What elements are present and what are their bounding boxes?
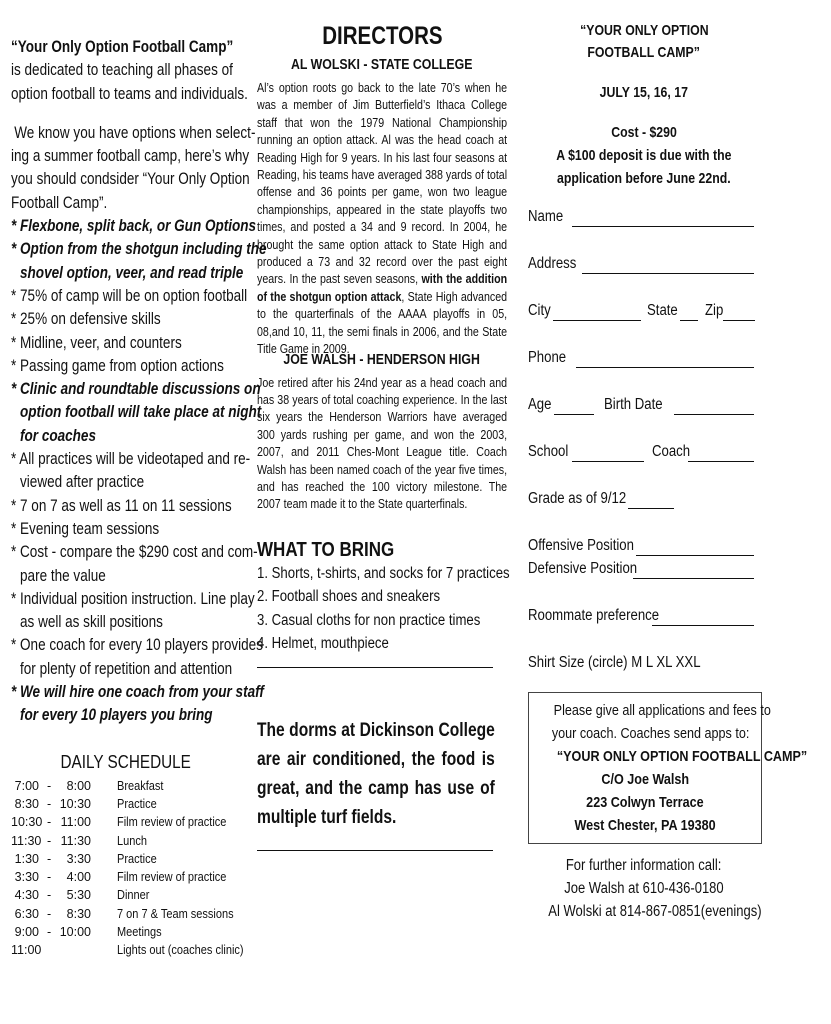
dorms-text: The dorms at Dickinson College are air conditioned, the food is great, and the camp has use of multiple turf fields.: [257, 719, 495, 828]
grade-row: [528, 490, 760, 537]
intro-line: is dedicated to teaching all phases of: [11, 61, 233, 80]
schedule-dash: -: [47, 778, 52, 793]
feature-line: as well as skill positions: [20, 613, 163, 632]
schedule-from: 9:00: [14, 924, 39, 939]
state-field[interactable]: [680, 320, 698, 321]
coach2-bio: Joe retired after his 24nd year as a head coach and has 38 years of total coaching experience. In the last six years the Henderson Warriors have averaged 300 yards rushing per game, and won the 2003, 2007, and 2011 Ches-Mont League title. Coach Walsh has been named coach of the year five times, and has reached the 100 victory milestone. The 2007 team made it to the State quarterfinals.: [257, 374, 508, 512]
right-column: [528, 20, 808, 923]
contact-joe-walsh: Joe Walsh at 610-436-0180: [564, 880, 724, 897]
box-camp-name: “YOUR ONLY OPTION FOOTBALL CAMP”: [556, 748, 808, 765]
bring-item: 3. Casual cloths for non practice times: [257, 611, 481, 629]
contact-al-wolski: Al Wolski at 814-867-0851(evenings): [548, 903, 762, 920]
school-label: School: [528, 443, 569, 460]
bring-item: 2. Football shoes and sneakers: [257, 588, 441, 606]
box-city: West Chester, PA 19380: [574, 817, 716, 834]
feature-item: [11, 378, 262, 448]
zip-label: Zip: [705, 302, 724, 319]
schedule-to: 3:30: [66, 851, 91, 866]
grade-label: Grade as of 9/12: [528, 490, 627, 507]
feature-line: * Option from the shotgun including the: [11, 240, 267, 259]
schedule-activity: 7 on 7 & Team sessions: [117, 906, 234, 921]
feature-line: * Individual position instruction. Line play: [11, 589, 255, 608]
feature-line: * Flexbone, split back, or Gun Options: [11, 217, 257, 236]
schedule-to: 5:30: [66, 888, 91, 903]
camp-name: “YOUR ONLY OPTION FOOTBALL CAMP”: [579, 22, 709, 61]
birth-date-label: Birth Date: [604, 396, 663, 413]
schedule-dash: -: [47, 870, 52, 885]
feature-item: [11, 681, 264, 728]
schedule-from: 4:30: [14, 888, 39, 903]
divider: [257, 850, 493, 851]
schedule-to: 10:30: [59, 796, 91, 811]
feature-item: [11, 518, 246, 541]
schedule-from: 7:00: [14, 778, 39, 793]
schedule-dash: -: [47, 815, 52, 830]
coach2-heading: JOE WALSH - HENDERSON HIGH: [283, 351, 481, 368]
schedule-title: DAILY SCHEDULE: [60, 751, 192, 772]
coach-label: Coach: [652, 443, 691, 460]
schedule-dash: -: [47, 906, 52, 921]
feature-item: [11, 355, 246, 378]
feature-line: * Evening team sessions: [11, 519, 160, 538]
feature-line: option football will take place at night: [20, 403, 262, 422]
schedule-dash: -: [47, 796, 52, 811]
birth-date-field[interactable]: [674, 414, 754, 415]
bring-item: 4. Helmet, mouthpiece: [257, 635, 389, 653]
feature-item: [11, 332, 246, 355]
feature-item: [11, 541, 258, 588]
shirt-size-label[interactable]: Shirt Size (circle) M L XL XXL: [528, 654, 701, 671]
defensive-position-field[interactable]: [633, 578, 754, 579]
schedule-activity: Film review of practice: [117, 815, 227, 830]
city-field[interactable]: [553, 320, 641, 321]
schedule-from: 10:30: [11, 815, 43, 830]
feature-line: pare the value: [20, 566, 106, 585]
what-to-bring-title: WHAT TO BRING: [257, 538, 395, 561]
feature-line: * We will hire one coach from your staff: [11, 683, 264, 702]
address-field[interactable]: [582, 273, 754, 274]
cost-info: Cost - $290 A $100 deposit is due with the application before June 22nd.: [556, 124, 732, 187]
school-row: [528, 443, 760, 490]
box-care-of: C/O Joe Walsh: [601, 771, 689, 788]
schedule-row: [11, 941, 246, 959]
schedule-activity: Practice: [117, 796, 157, 811]
shirt-size-row: [528, 654, 760, 686]
offensive-position-row: [528, 537, 760, 560]
feature-line: for coaches: [20, 426, 96, 445]
name-field[interactable]: [572, 226, 754, 227]
address-label: Address: [528, 255, 577, 272]
feature-item: [11, 215, 257, 238]
application-form: [528, 208, 760, 686]
schedule-row: [11, 905, 246, 923]
contact-info: [528, 854, 760, 923]
schedule-row: [11, 923, 246, 941]
feature-line: for plenty of repetition and attention: [20, 659, 233, 678]
age-row: [528, 396, 760, 443]
schedule-from: 3:30: [14, 870, 39, 885]
defensive-position-label: Defensive Position: [528, 560, 638, 577]
feature-line: * Passing game from option actions: [11, 356, 224, 375]
coach-field[interactable]: [688, 461, 754, 462]
schedule-activity: Dinner: [117, 888, 150, 903]
schedule-activity: Lights out (coaches clinic): [117, 943, 244, 958]
offensive-position-field[interactable]: [636, 555, 754, 556]
feature-item: [11, 588, 255, 635]
info-title: For further information call:: [566, 857, 722, 874]
left-column: [11, 36, 267, 960]
box-line: Please give all applications and fees to: [553, 702, 771, 719]
address-row: [528, 255, 760, 302]
box-line: your coach. Coaches send apps to:: [551, 725, 750, 742]
schedule-activity: Film review of practice: [117, 870, 227, 885]
bring-item: 1. Shorts, t-shirts, and socks for 7 practices: [257, 564, 510, 582]
feature-item: [11, 448, 251, 495]
phone-field[interactable]: [576, 367, 754, 368]
feature-item: [11, 285, 246, 308]
feature-line: * All practices will be videotaped and re-: [11, 450, 251, 469]
why-line: you should condsider “Your Only Option: [11, 170, 250, 189]
offensive-position-label: Offensive Position: [528, 537, 634, 554]
schedule-activity: Meetings: [117, 924, 162, 939]
schedule-from: 6:30: [14, 906, 39, 921]
coach1-bio: Al’s option roots go back to the late 70’s when he was a member of Jim Butterfield’s Ithaca College staff that won the 1979 National Championship running an option attack. Al was the head coach at Reading High for 9 years. In his last four seasons at Reading, his teams have averaged 388 yards of total offense and 36 points per game, won two league championships, appeared in the state playoffs two times, and posted a 34 and 9 record. In 2004, he brought the same option attack to State High and produced a 73 and 32 record over the past eight years. In the past seven seasons, with the addition of the shotgun option attack, State High advanced to the quarterfinals of the AAAA playoffs in 05, 08,and 10, 11, the semi finals in 2006, and the State Title Game in 2009.: [257, 80, 508, 357]
directors-title: DIRECTORS: [321, 22, 443, 50]
why-line: We know you have options when select-: [14, 123, 256, 142]
schedule-activity: Breakfast: [117, 778, 164, 793]
feature-item: [11, 238, 267, 285]
schedule-dash: -: [47, 888, 52, 903]
city-row: [528, 302, 760, 349]
schedule-row: [11, 868, 246, 886]
age-field[interactable]: [554, 414, 594, 415]
feature-list: [11, 215, 267, 728]
grade-field[interactable]: [628, 508, 674, 509]
school-field[interactable]: [572, 461, 644, 462]
camp-dates: JULY 15, 16, 17: [599, 84, 689, 101]
schedule-row: [11, 886, 246, 904]
intro-title: “Your Only Option Football Camp”: [11, 38, 234, 56]
feature-line: * Clinic and roundtable discussions on: [11, 380, 261, 399]
feature-line: shovel option, veer, and read triple: [20, 263, 244, 282]
schedule-row: [11, 850, 246, 868]
box-street: 223 Colwyn Terrace: [586, 794, 704, 811]
feature-item: [11, 495, 246, 518]
what-to-bring-list: [257, 562, 510, 656]
feature-line: * 7 on 7 as well as 11 on 11 sessions: [11, 496, 232, 515]
schedule-to: 8:00: [66, 778, 91, 793]
why-line: Football Camp”.: [11, 193, 108, 212]
schedule-row: [11, 813, 246, 831]
zip-field[interactable]: [723, 320, 755, 321]
feature-line: * 75% of camp will be on option football: [11, 286, 248, 305]
schedule-activity: Lunch: [117, 833, 147, 848]
age-label: Age: [528, 396, 552, 413]
coach1-heading: AL WOLSKI - STATE COLLEGE: [291, 57, 473, 73]
schedule-from: 8:30: [14, 796, 39, 811]
schedule-activity: Practice: [117, 851, 157, 866]
feature-line: * Cost - compare the $290 cost and com-: [11, 543, 258, 562]
feature-line: * One coach for every 10 players provides: [11, 636, 263, 655]
schedule-from: 1:30: [14, 851, 39, 866]
feature-item: [11, 634, 263, 681]
schedule-to: 8:30: [66, 906, 91, 921]
mailing-instructions-box: [528, 692, 808, 844]
schedule-to: 11:00: [60, 815, 91, 830]
state-label: State: [647, 302, 678, 319]
schedule-from: 11:30: [11, 833, 42, 848]
schedule-from: 11:00: [11, 943, 42, 958]
schedule-to: 11:30: [60, 833, 91, 848]
schedule-row: [11, 832, 246, 850]
feature-line: viewed after practice: [20, 473, 145, 492]
defensive-position-row: [528, 560, 760, 607]
schedule-to: 10:00: [59, 924, 91, 939]
divider: [257, 667, 493, 668]
phone-label: Phone: [528, 349, 567, 366]
schedule-row: [11, 795, 246, 813]
roommate-row: [528, 607, 760, 654]
schedule-dash: -: [47, 833, 52, 848]
name-row: [528, 208, 760, 255]
feature-line: * Midline, veer, and counters: [11, 333, 182, 352]
roommate-label: Roommate preference: [528, 607, 660, 624]
intro-line: option football to teams and individuals.: [11, 84, 248, 103]
schedule-dash: -: [47, 924, 52, 939]
city-label: City: [528, 302, 551, 319]
roommate-field[interactable]: [652, 625, 754, 626]
middle-column: [257, 22, 510, 851]
daily-schedule: [11, 777, 246, 960]
why-line: ing a summer football camp, here’s why: [11, 147, 250, 166]
feature-line: for every 10 players you bring: [20, 706, 213, 725]
name-label: Name: [528, 208, 564, 225]
phone-row: [528, 349, 760, 396]
intro-block: [11, 36, 256, 215]
feature-line: * 25% on defensive skills: [11, 310, 161, 329]
feature-item: [11, 308, 246, 331]
schedule-row: [11, 777, 246, 795]
schedule-dash: -: [47, 851, 52, 866]
schedule-to: 4:00: [66, 870, 91, 885]
